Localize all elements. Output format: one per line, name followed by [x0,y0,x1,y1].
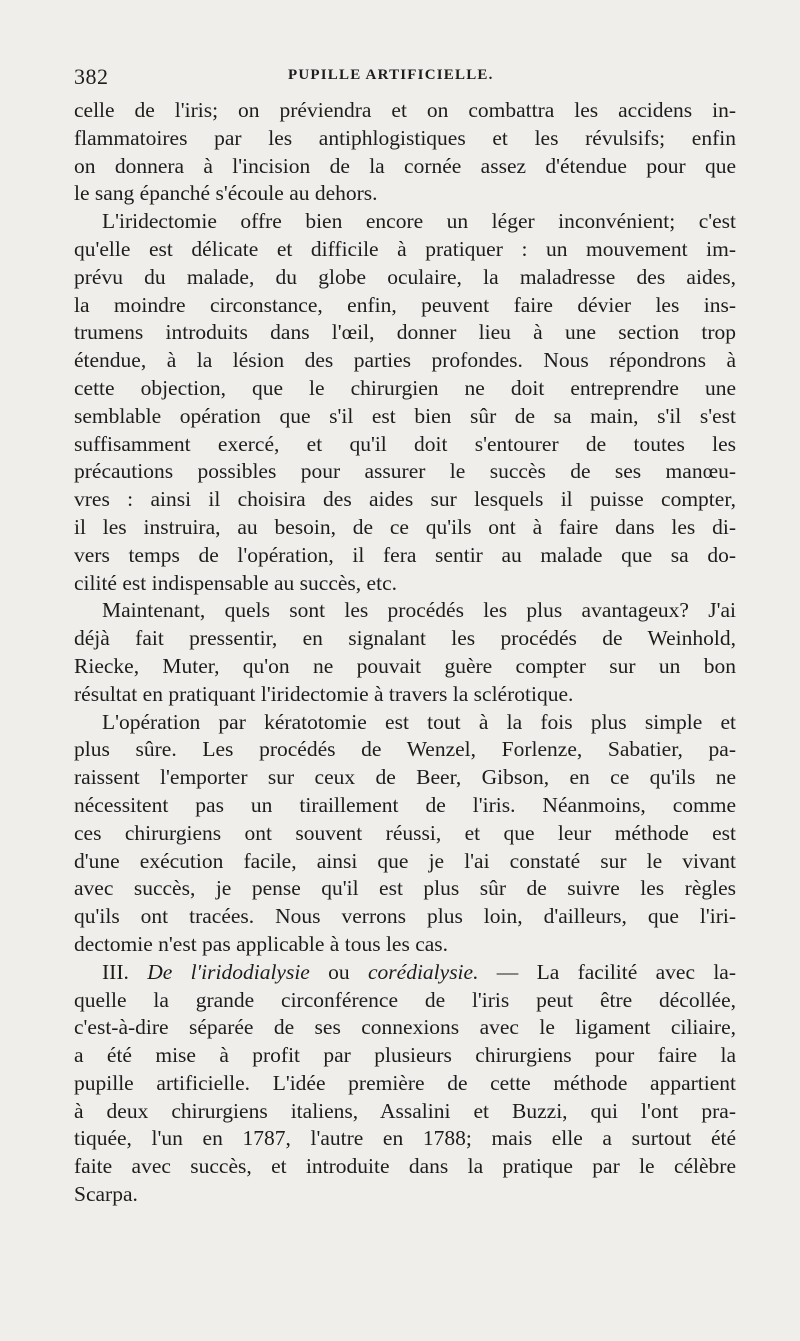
body-text [74,97,736,1209]
text-line: a été mise à profit par plusieurs chirurgiens pour faire la [74,1043,736,1068]
text-line: plus sûre. Les procédés de Wenzel, Forlenze, Sabatier, pa- [74,737,736,762]
text-line: Scarpa. [74,1182,138,1207]
page-header [74,64,736,92]
text-line: cilité est indispensable au succès, etc. [74,570,397,595]
text-line: avec succès, je pense qu'il est plus sûr de suivre les règles [74,876,736,901]
text-line: à deux chirurgiens italiens, Assalini et Buzzi, qui l'ont pra- [74,1098,736,1123]
text-line: faite avec succès, et introduite dans la pratique par le célèbre [74,1154,736,1179]
section-title-part1: De l'iridodialysie [147,959,310,984]
text-line: prévu du malade, du globe oculaire, la maladresse des aides, [74,264,736,289]
section-number: III. [102,959,129,984]
text-line: flammatoires par les antiphlogistiques et les révulsifs; enfin [74,125,736,150]
text-line: vers temps de l'opération, il fera sentir au malade que sa do- [74,542,736,567]
paragraph-start-line: L'iridectomie offre bien encore un léger inconvénient; c'est [102,209,736,234]
text-line: pupille artificielle. L'idée première de cette méthode appartient [74,1070,736,1095]
text-line: raissent l'emporter sur ceux de Beer, Gibson, en ce qu'ils ne [74,765,736,790]
section-first-line-rest: — La facilité avec la- [496,959,736,984]
section-heading-line [74,959,736,987]
page-number: 382 [74,64,109,89]
text-line: le sang épanché s'écoule au dehors. [74,181,378,206]
section-title-part2: corédialysie. [368,959,479,984]
running-head: PUPILLE ARTIFICIELLE. [288,67,494,83]
text-line: ces chirurgiens ont souvent réussi, et que leur méthode est [74,820,736,845]
paragraph-start-line: Maintenant, quels sont les procédés les plus avantageux? J'ai [102,598,736,623]
text-line: résultat en pratiquant l'iridectomie à travers la sclérotique. [74,681,574,706]
section-title-conj: ou [328,959,350,984]
text-line: trumens introduits dans l'œil, donner lieu à une section trop [74,320,736,345]
paragraph-start-line: L'opération par kératotomie est tout à la fois plus simple et [102,709,736,734]
text-line: semblable opération que s'il est bien sûr de sa main, s'il s'est [74,403,736,428]
text-line: on donnera à l'incision de la cornée assez d'étendue pour que [74,153,736,178]
text-line: dectomie n'est pas applicable à tous les cas. [74,931,449,956]
text-line: il les instruira, au besoin, de ce qu'ils ont à faire dans les di- [74,514,736,539]
text-line: qu'ils ont tracées. Nous verrons plus loin, d'ailleurs, que l'iri- [74,904,736,929]
text-line: déjà fait pressentir, en signalant les procédés de Weinhold, [74,626,736,651]
text-line: Riecke, Muter, qu'on ne pouvait guère compter sur un bon [74,653,736,678]
text-line: suffisamment exercé, et qu'il doit s'entourer de toutes les [74,431,736,456]
text-line: quelle la grande circonférence de l'iris peut être décollée, [74,987,736,1012]
text-line: d'une exécution facile, ainsi que je l'ai constaté sur le vivant [74,848,736,873]
text-line: la moindre circonstance, enfin, peuvent faire dévier les ins- [74,292,736,317]
text-line: celle de l'iris; on préviendra et on combattra les accidens in- [74,98,736,122]
text-line: vres : ainsi il choisira des aides sur lesquels il puisse compter, [74,487,736,512]
text-line: précautions possibles pour assurer le succès de ses manœu- [74,459,736,484]
text-line: c'est-à-dire séparée de ses connexions avec le ligament ciliaire, [74,1015,736,1040]
text-line: cette objection, que le chirurgien ne doit entreprendre une [74,375,736,400]
text-line: qu'elle est délicate et difficile à pratiquer : un mouvement im- [74,236,736,261]
text-line: étendue, à la lésion des parties profondes. Nous répondrons à [74,348,736,373]
text-line: tiquée, l'un en 1787, l'autre en 1788; mais elle a surtout été [74,1126,736,1151]
text-line: nécessitent pas un tiraillement de l'iris. Néanmoins, comme [74,792,736,817]
